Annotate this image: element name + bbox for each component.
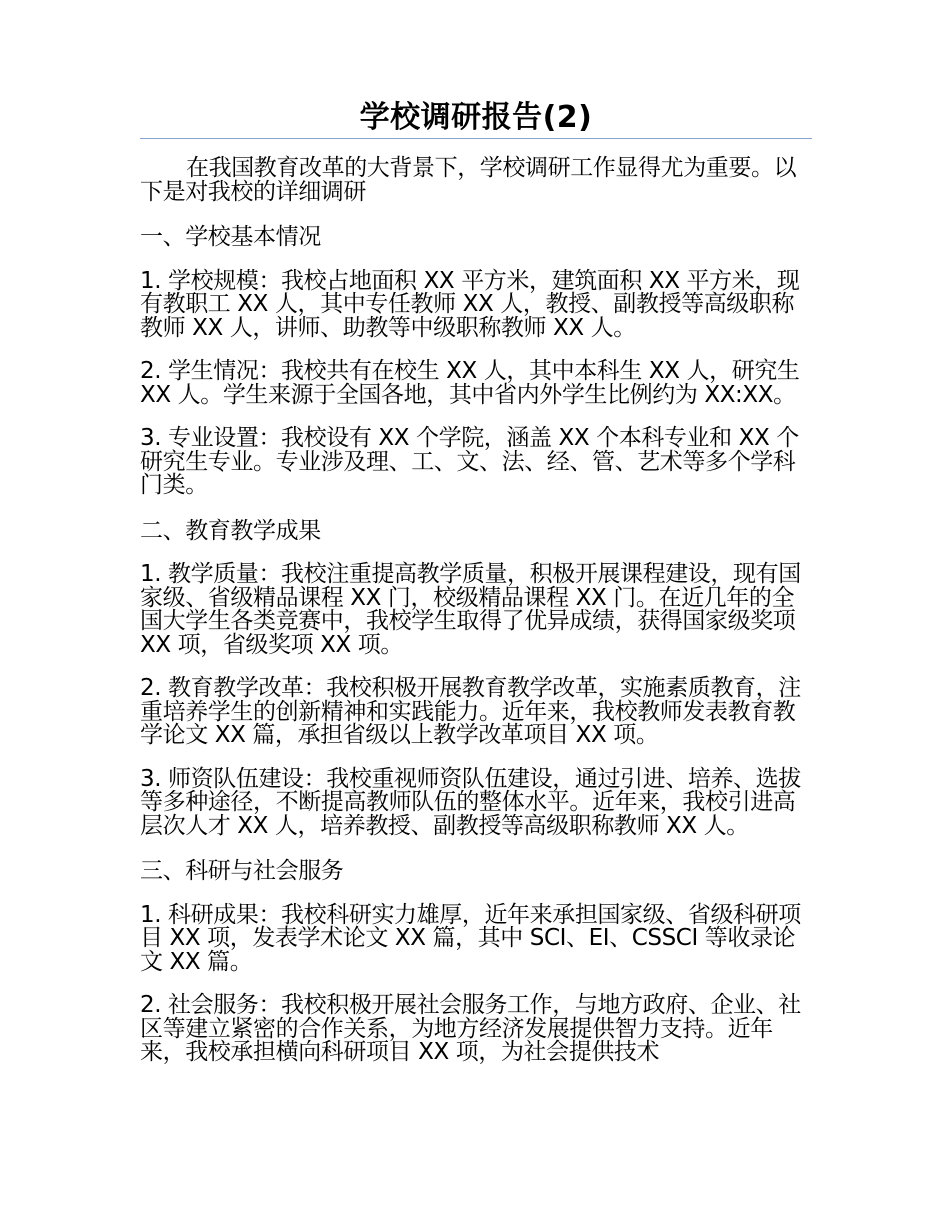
paragraph-faculty-building: 3. 师资队伍建设：我校重视师资队伍建设，通过引进、培养、选拔等多种途径，不断提高教师队伍的整体水平。近年来，我校引进高层次人才 XX 人，培养教授、副教授等高级职称教师 XX 人。 [140, 765, 801, 839]
paragraph-teaching-reform: 2. 教育教学改革：我校积极开展教育教学改革，实施素质教育，注重培养学生的创新精神和实践能力。近年来，我校教师发表教育教学论文 XX 篇，承担省级以上教学改革项目 XX 项。 [140, 675, 801, 748]
document-title: 学校调研报告(2) [140, 100, 812, 139]
document-page [140, 100, 812, 1065]
paragraph-majors: 3. 专业设置：我校设有 XX 个学院，涵盖 XX 个本科专业和 XX 个研究生专业。专业涉及理、工、文、法、经、管、艺术等多个学科门类。 [140, 425, 799, 498]
intro-paragraph: 在我国教育改革的大背景下，学校调研工作显得尤为重要。以下是对我校的详细调研 [140, 155, 797, 205]
section-heading-research-service: 三、科研与社会服务 [140, 858, 344, 884]
section-heading-teaching-results: 二、教育教学成果 [140, 517, 321, 544]
paragraph-school-scale: 1. 学校规模：我校占地面积 XX 平方米，建筑面积 XX 平方米，现有教职工 XX 人，其中专任教师 XX 人，教授、副教授等高级职称教师 XX 人，讲师、助教等中级职称教师 XX 人。 [140, 267, 800, 341]
paragraph-research-results: 1. 科研成果：我校科研实力雄厚，近年来承担国家级、省级科研项目 XX 项，发表学术论文 XX 篇，其中 SCI、EI、CSSCI 等收录论文 XX 篇。 [140, 901, 801, 975]
paragraph-student-info: 2. 学生情况：我校共有在校生 XX 人，其中本科生 XX 人，研究生 XX 人。学生来源于全国各地，其中省内外学生比例约为 XX:XX。 [140, 358, 800, 408]
paragraph-social-service: 2. 社会服务：我校积极开展社会服务工作，与地方政府、企业、社区等建立紧密的合作关系，为地方经济发展提供智力支持。近年来，我校承担横向科研项目 XX 项，为社会提供技术 [140, 992, 801, 1065]
section-heading-basic-info: 一、学校基本情况 [140, 224, 321, 250]
paragraph-teaching-quality: 1. 教学质量：我校注重提高教学质量，积极开展课程建设，现有国家级、省级精品课程 XX 门，校级精品课程 XX 门。在近几年的全国大学生各类竞赛中，我校学生取得了优异成绩，获得国家级奖项 XX 项，省级奖项 XX 项。 [140, 561, 801, 658]
